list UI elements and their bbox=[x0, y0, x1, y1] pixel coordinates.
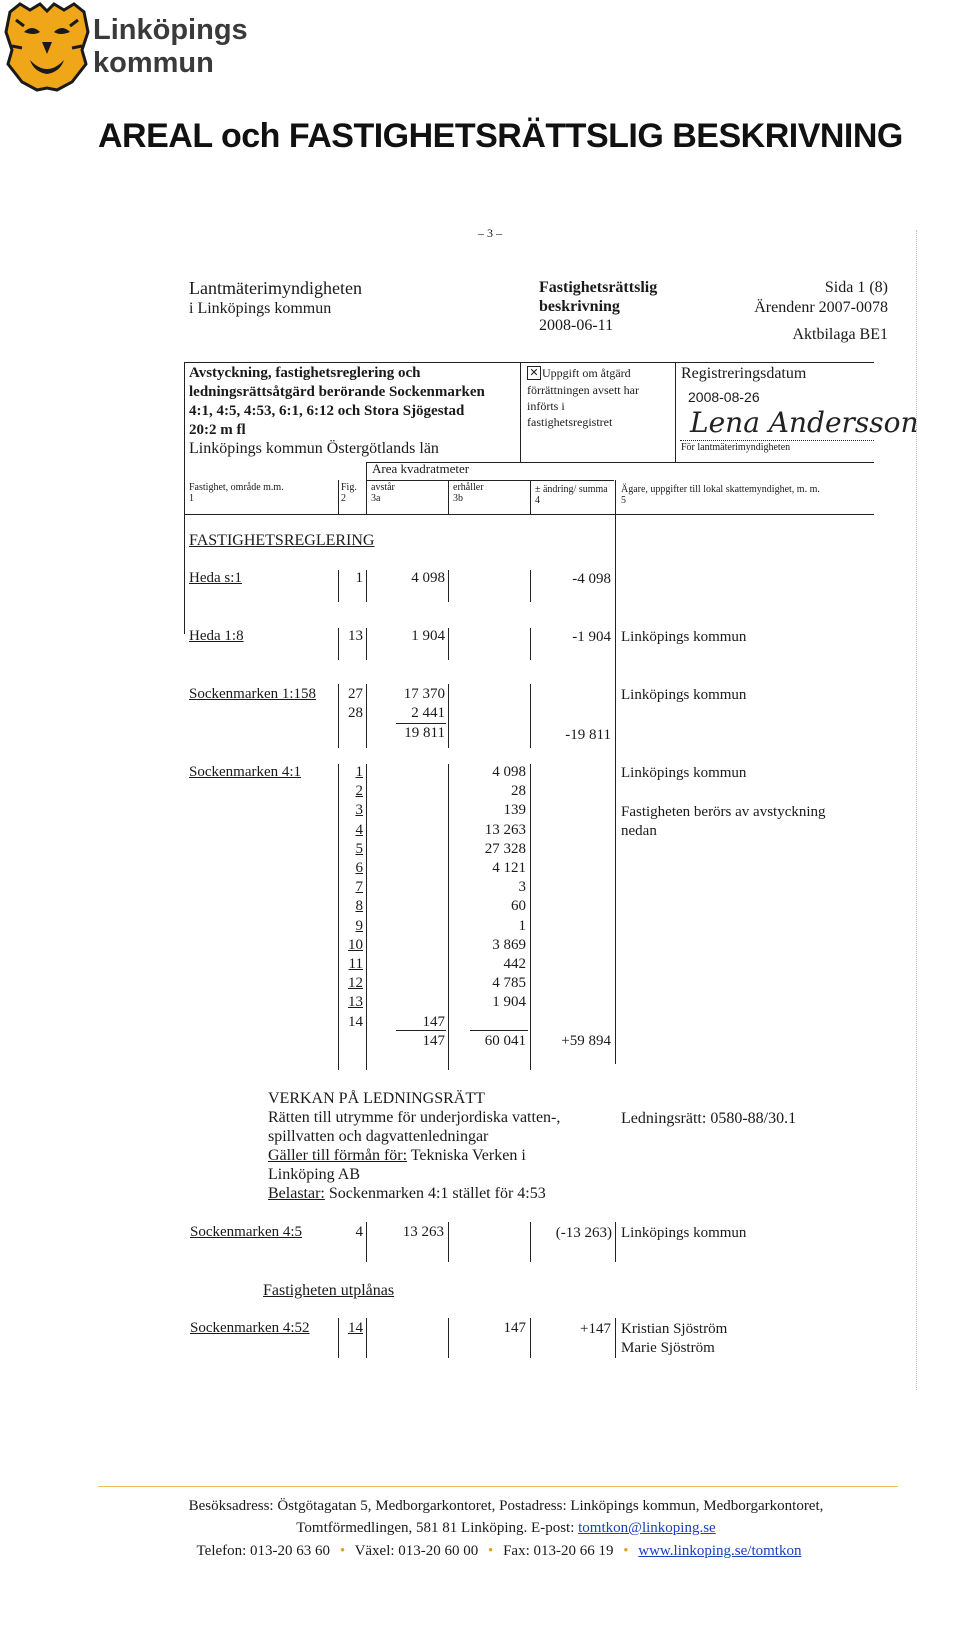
sock-41-fig: 1 bbox=[355, 764, 363, 780]
sock-41-receives: 1 904 bbox=[492, 994, 526, 1010]
sock-41-fig: 12 bbox=[348, 975, 363, 991]
logo bbox=[2, 2, 92, 92]
sock-41-fig: 10 bbox=[348, 937, 363, 953]
document-date: 2008-06-11 bbox=[539, 317, 614, 334]
logo-text-line1: Linköpings bbox=[93, 14, 248, 46]
col-property: Fastighet, område m.m. bbox=[189, 482, 284, 493]
sock-41-fig: 2 bbox=[355, 783, 363, 799]
subject-line-1: Avstyckning, fastighetsreglering och bbox=[189, 365, 421, 381]
utplanas-note: Fastigheten utplånas bbox=[263, 1282, 395, 1299]
footer-rule bbox=[98, 1486, 898, 1487]
section-title: FASTIGHETSREGLERING bbox=[189, 532, 375, 549]
sock-41-note-2: nedan bbox=[621, 823, 657, 839]
sock-45-name: Sockenmarken 4:5 bbox=[190, 1224, 303, 1240]
sock-41-owner: Linköpings kommun bbox=[621, 765, 747, 781]
heda-18-owner: Linköpings kommun bbox=[621, 629, 747, 645]
footer-address-text: Tomtförmedlingen, 581 81 Linköping. E-post: bbox=[296, 1520, 579, 1536]
ledning-for-value: Tekniska Verken i bbox=[407, 1147, 526, 1164]
sock-41-fig: 14 bbox=[348, 1014, 363, 1030]
page-info: Sida 1 (8) bbox=[824, 279, 888, 296]
sock-41-receives: 28 bbox=[511, 783, 526, 799]
sock-41-fig: 5 bbox=[355, 841, 363, 857]
sock-41-receives: 4 785 bbox=[492, 975, 526, 991]
footer-address-line2 bbox=[0, 1520, 960, 1537]
footer-address-line1: Besöksadress: Östgötagatan 5, Medborgarkontoret, Postadress: Linköpings kommun, Medborgarkontoret, bbox=[188, 1498, 824, 1514]
sock-41-change: +59 894 bbox=[561, 1033, 611, 1049]
separator-dot-icon: • bbox=[623, 1543, 629, 1559]
heda-s1-fig: 1 bbox=[355, 570, 363, 586]
ledning-for-label: Gäller till förmån för: bbox=[268, 1147, 408, 1164]
page-marker: – 3 – bbox=[478, 226, 502, 240]
registration-date: 2008-08-26 bbox=[688, 389, 760, 405]
sock-1158-fig-2: 28 bbox=[348, 705, 363, 721]
area-header: Area kvadratmeter bbox=[372, 461, 470, 476]
doctype-line2: beskrivning bbox=[539, 298, 620, 315]
subject-line-4: 20:2 m fl bbox=[189, 422, 246, 438]
heda-18-name: Heda 1:8 bbox=[189, 628, 244, 644]
sock-41-receives: 4 098 bbox=[492, 764, 526, 780]
sock-45-owner: Linköpings kommun bbox=[621, 1225, 747, 1241]
sock-41-receives: 442 bbox=[503, 956, 526, 972]
sock-1158-name: Sockenmarken 1:158 bbox=[189, 686, 317, 702]
sock-41-name: Sockenmarken 4:1 bbox=[189, 764, 302, 780]
logo-text-line2: kommun bbox=[93, 47, 214, 79]
sock-41-receives: 1 bbox=[518, 918, 526, 934]
status-line-3: införts i bbox=[527, 399, 565, 413]
sock-41-sum-receives: 60 041 bbox=[484, 1033, 526, 1049]
signature: Lena Andersson bbox=[690, 406, 919, 439]
sock-452-name: Sockenmarken 4:52 bbox=[190, 1320, 310, 1336]
sock-1158-fig-1: 27 bbox=[348, 686, 363, 702]
appendix-label: Aktbilaga BE1 bbox=[792, 326, 888, 343]
ledning-bel-label: Belastar: bbox=[268, 1185, 325, 1202]
col-receives: erhåller bbox=[453, 482, 484, 493]
registration-label: Registreringsdatum bbox=[681, 365, 807, 382]
doctype-line1: Fastighetsrättslig bbox=[539, 279, 658, 296]
col-gives-num: 3a bbox=[371, 493, 381, 504]
separator-dot-icon: • bbox=[339, 1543, 346, 1559]
footer-phone: Telefon: 013-20 63 60 bbox=[196, 1543, 331, 1559]
col-receives-num: 3b bbox=[453, 493, 463, 504]
ledning-line-1: Rätten till utrymme för underjordiska vatten-, bbox=[268, 1109, 561, 1126]
sock-41-sum-gives: 147 bbox=[422, 1033, 445, 1049]
registered-checkbox: ✕ bbox=[527, 366, 541, 380]
sock-41-fig: 3 bbox=[355, 802, 363, 818]
sock-1158-gives-2: 2 441 bbox=[411, 705, 445, 721]
heda-s1-change: -4 098 bbox=[572, 571, 611, 587]
col-property-num: 1 bbox=[189, 493, 194, 504]
sock-41-receives: 3 bbox=[518, 879, 526, 895]
ledning-line-4: Linköping AB bbox=[268, 1166, 361, 1183]
footer-contact-line bbox=[0, 1543, 960, 1560]
sock-45-gives: 13 263 bbox=[402, 1224, 444, 1240]
municipality-county: Linköpings kommun Östergötlands län bbox=[189, 440, 439, 457]
status-line-2: förrättningen avsett har bbox=[527, 383, 639, 397]
sock-452-owner-1: Kristian Sjöström bbox=[621, 1321, 728, 1337]
col-owner: Ägare, uppgifter till lokal skattemyndighet, m. m. bbox=[621, 484, 820, 495]
sock-1158-owner: Linköpings kommun bbox=[621, 687, 747, 703]
sock-41-fig: 11 bbox=[348, 956, 363, 972]
sock-1158-sum: 19 811 bbox=[404, 725, 445, 741]
footer-fax: Fax: 013-20 66 19 bbox=[503, 1543, 614, 1559]
sock-452-receives: 147 bbox=[503, 1320, 526, 1336]
ledning-line-3 bbox=[268, 1147, 526, 1165]
status-line-4: fastighetsregistret bbox=[527, 415, 613, 429]
sock-41-receives: 3 869 bbox=[492, 937, 526, 953]
page-title: AREAL och FASTIGHETSRÄTTSLIG BESKRIVNING bbox=[98, 117, 903, 155]
sock-45-fig: 4 bbox=[355, 1224, 363, 1240]
footer-web-link[interactable]: www.linkoping.se/tomtkon bbox=[638, 1543, 802, 1559]
sock-41-fig: 6 bbox=[355, 860, 363, 876]
separator-dot-icon: • bbox=[488, 1543, 494, 1559]
col-gives: avstår bbox=[371, 482, 395, 493]
sock-452-owner-2: Marie Sjöström bbox=[621, 1340, 715, 1356]
ledning-line-2: spillvatten och dagvattenledningar bbox=[268, 1128, 489, 1145]
status-line-1: Uppgift om åtgärd bbox=[542, 366, 631, 380]
sock-41-fig: 4 bbox=[355, 822, 363, 838]
col-figure-num: 2 bbox=[341, 493, 346, 504]
authority-municipality: i Linköpings kommun bbox=[189, 300, 332, 317]
heda-18-change: -1 904 bbox=[572, 629, 611, 645]
ledning-reference: Ledningsrätt: 0580-88/30.1 bbox=[621, 1110, 797, 1127]
heda-s1-gives: 4 098 bbox=[411, 570, 445, 586]
sock-41-fig: 13 bbox=[348, 994, 363, 1010]
signer-caption: För lantmäterimyndigheten bbox=[681, 442, 791, 453]
sock-452-change: +147 bbox=[580, 1321, 611, 1337]
ledning-title: VERKAN PÅ LEDNINGSRÄTT bbox=[268, 1090, 485, 1107]
col-change-num: 4 bbox=[535, 495, 540, 506]
col-figure: Fig. bbox=[341, 482, 357, 493]
sock-41-gives: 147 bbox=[422, 1014, 445, 1030]
heda-s1-name: Heda s:1 bbox=[189, 570, 242, 586]
col-owner-num: 5 bbox=[621, 495, 626, 506]
sock-41-fig: 8 bbox=[355, 898, 363, 914]
footer-email-link[interactable]: tomtkon@linkoping.se bbox=[578, 1520, 716, 1536]
sock-41-receives: 4 121 bbox=[492, 860, 526, 876]
sock-1158-change: -19 811 bbox=[565, 727, 611, 743]
sock-45-change: (-13 263) bbox=[555, 1225, 612, 1241]
sock-1158-gives-1: 17 370 bbox=[403, 686, 445, 702]
col-change: ± ändring/ summa bbox=[535, 484, 608, 495]
sock-41-note-1: Fastigheten berörs av avstyckning bbox=[621, 804, 826, 820]
subject-line-2: ledningsrättsåtgärd berörande Sockenmarken bbox=[189, 384, 485, 400]
case-number: Ärendenr 2007-0078 bbox=[754, 299, 888, 316]
subject-line-3: 4:1, 4:5, 4:53, 6:1, 6:12 och Stora Sjögestad bbox=[189, 403, 465, 419]
footer-exchange: Växel: 013-20 60 00 bbox=[354, 1543, 479, 1559]
sock-41-receives: 139 bbox=[503, 802, 526, 818]
sock-452-fig: 14 bbox=[348, 1320, 363, 1336]
sock-41-fig: 7 bbox=[355, 879, 363, 895]
ledning-line-5 bbox=[268, 1185, 546, 1203]
scanned-document bbox=[0, 220, 960, 1400]
ledning-bel-value: Sockenmarken 4:1 stället för 4:53 bbox=[324, 1185, 546, 1202]
authority-name: Lantmäterimyndigheten bbox=[189, 278, 362, 298]
heda-18-gives: 1 904 bbox=[411, 628, 445, 644]
sock-41-receives: 60 bbox=[511, 898, 526, 914]
lion-logo-icon bbox=[2, 2, 92, 92]
heda-18-fig: 13 bbox=[348, 628, 363, 644]
sock-41-fig: 9 bbox=[355, 918, 363, 934]
sock-41-receives: 13 263 bbox=[484, 822, 526, 838]
sock-41-receives: 27 328 bbox=[484, 841, 526, 857]
